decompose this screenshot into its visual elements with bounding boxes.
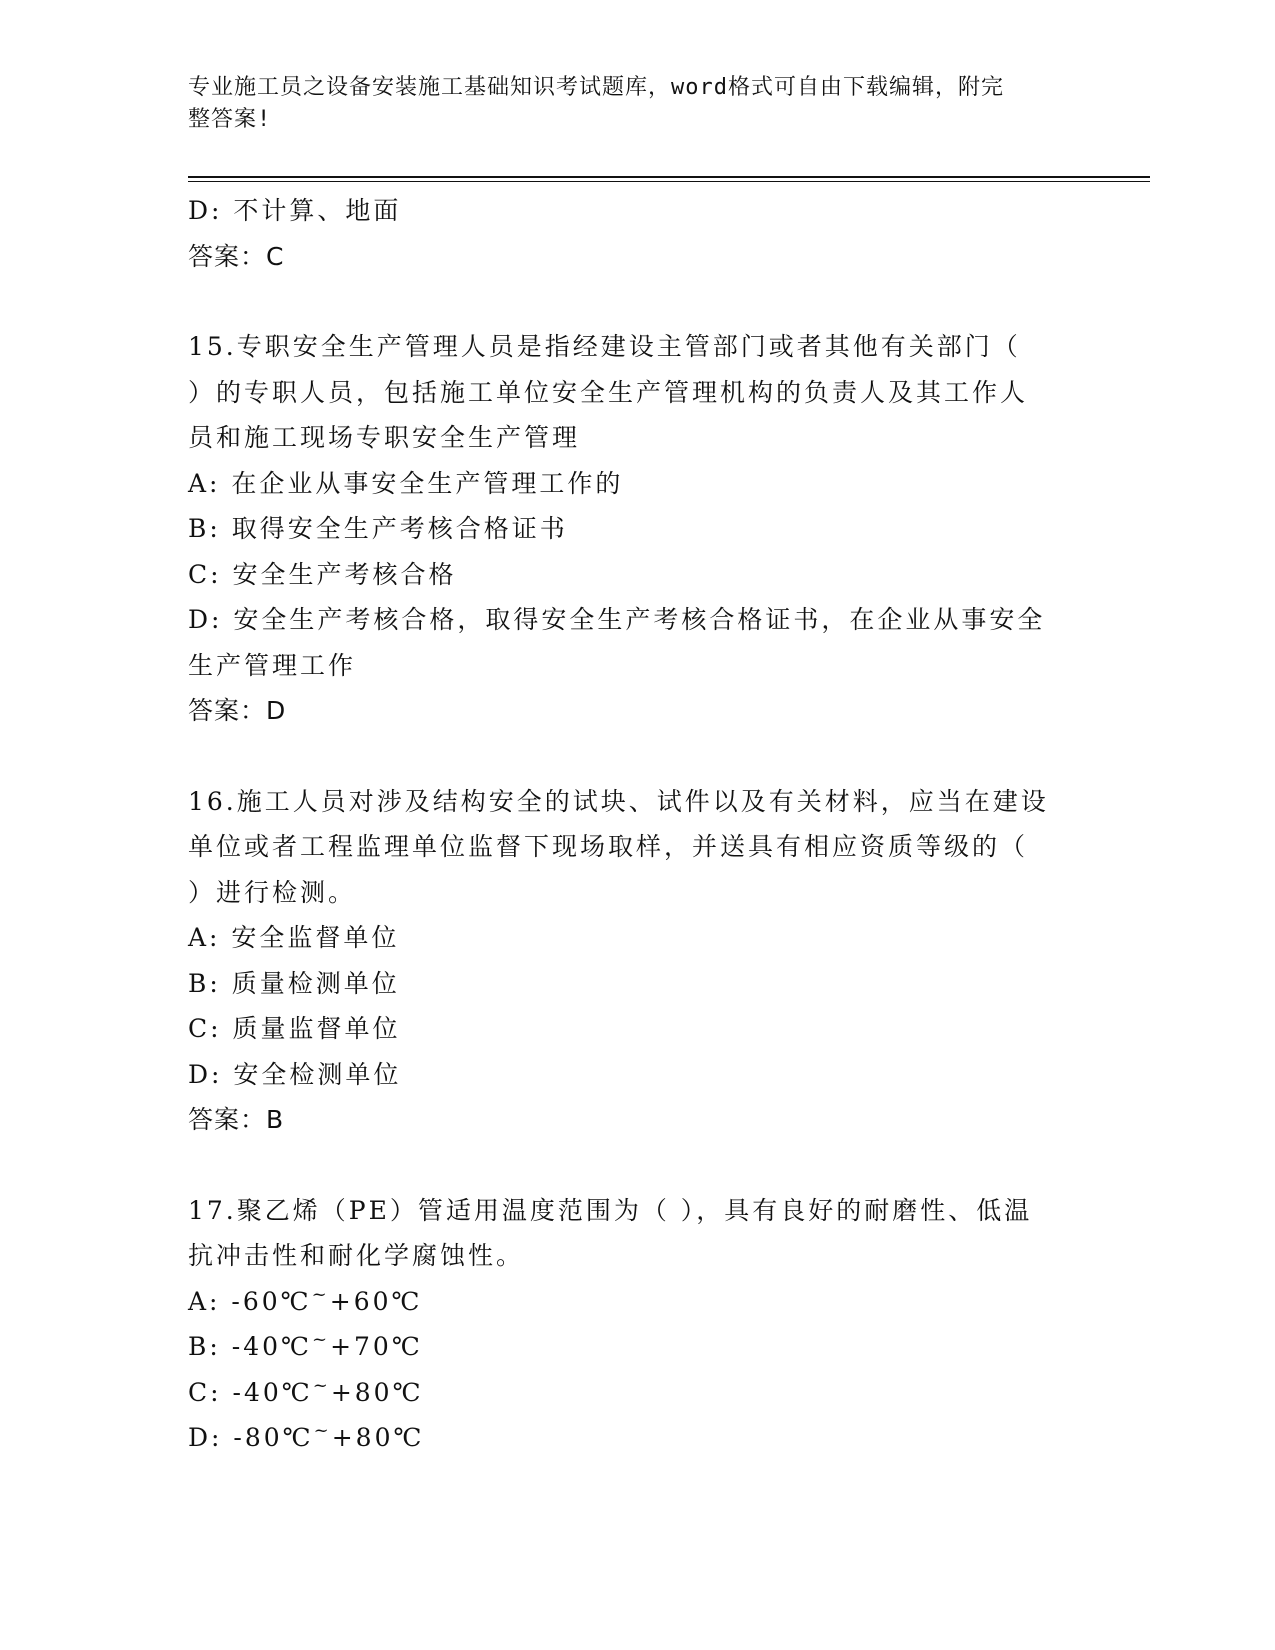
option-a: A: 安全监督单位 [188, 923, 400, 952]
option-b: B: 取得安全生产考核合格证书 [188, 514, 568, 543]
option-d-continued: 生产管理工作 [188, 650, 357, 680]
question-stem-line: 15.专职安全生产管理人员是指经建设主管部门或者其他有关部门（ [188, 332, 1021, 361]
option-range-end: +80℃ [331, 1423, 425, 1452]
option-d: D: 安全检测单位 [188, 1059, 402, 1089]
header-title-line-2: 整答案! [188, 107, 272, 132]
range-tilde: ~ [312, 1374, 331, 1396]
option-range-end: +70℃ [330, 1332, 423, 1361]
spacer [188, 734, 1088, 779]
range-tilde: ~ [311, 1283, 330, 1305]
answer: 答案：B [188, 1105, 285, 1134]
question-stem-line: 单位或者工程监理单位监督下现场取样，并送具有相应资质等级的（ [188, 832, 1029, 861]
question-16 [188, 779, 1088, 1143]
option-range-end: +60℃ [329, 1286, 423, 1316]
question-stem-line: 16.施工人员对涉及结构安全的试块、试件以及有关材料，应当在建设 [188, 786, 1049, 816]
answer: 答案：D [188, 696, 287, 725]
document-header [188, 72, 1068, 136]
range-tilde: ~ [311, 1329, 331, 1350]
question-stem-line: 17.聚乙烯（PE）管适用温度范围为（ ），具有良好的耐磨性、低温 [188, 1195, 1033, 1225]
prev-option-d: D: 不计算、地面 [188, 196, 402, 225]
header-divider-thin [188, 181, 1150, 182]
option-range-start: D: -80℃ [188, 1423, 314, 1452]
option-range-start: A: -60℃ [188, 1286, 312, 1316]
header-divider-thick [188, 176, 1150, 178]
spacer [188, 279, 1088, 324]
option-c: C: 质量监督单位 [188, 1014, 401, 1043]
question-list [188, 188, 1088, 1461]
question-15 [188, 324, 1088, 734]
prev-answer: 答案：C [188, 241, 285, 271]
option-c [188, 1370, 1088, 1416]
question-17 [188, 1188, 1088, 1461]
range-tilde: ~ [313, 1420, 332, 1441]
option-c: C: 安全生产考核合格 [188, 559, 457, 589]
option-a: A: 在企业从事安全生产管理工作的 [188, 468, 624, 498]
question-stem-line: ）进行检测。 [188, 877, 357, 907]
option-range-start: B: -40℃ [188, 1332, 312, 1361]
option-range-end: +80℃ [330, 1377, 424, 1407]
option-d: D: 安全生产考核合格，取得安全生产考核合格证书，在企业从事安全 [188, 605, 1046, 634]
option-range-start: C: -40℃ [188, 1377, 313, 1407]
question-stem-line: ）的专职人员，包括施工单位安全生产管理机构的负责人及其工作人 [188, 377, 1029, 407]
option-b: B: 质量检测单位 [188, 968, 400, 998]
option-d [188, 1415, 1088, 1461]
question-stem-line: 抗冲击性和耐化学腐蚀性。 [188, 1241, 525, 1270]
option-a [188, 1279, 1088, 1325]
option-b [188, 1324, 1088, 1370]
spacer [188, 1143, 1088, 1188]
header-title-line-1: 专业施工员之设备安装施工基础知识考试题库，word格式可自由下载编辑，附完 [188, 75, 1004, 100]
question-stem-line: 员和施工现场专职安全生产管理 [188, 423, 581, 452]
